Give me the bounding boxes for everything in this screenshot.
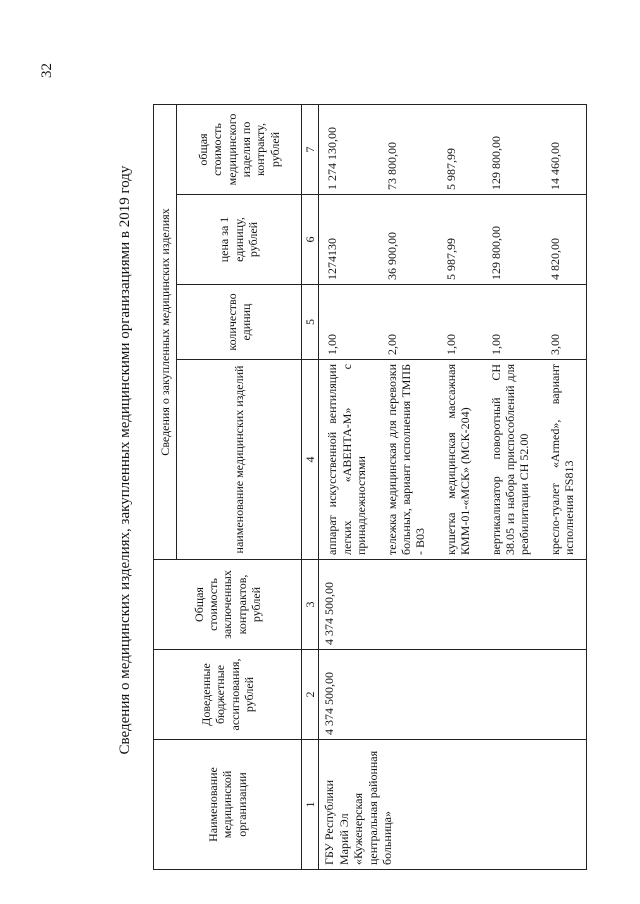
item-name: кушетка медицинская массажная КММ-01-«МСК» (МСК-204) xyxy=(438,360,483,560)
item-quantity: 3,00 xyxy=(542,285,587,360)
header-unit-price: цена за 1 единицу, рублей xyxy=(177,195,302,285)
item-quantity: 1,00 xyxy=(483,285,542,360)
item-name: кресло-туалет «Armed», вариант исполнения FS813 xyxy=(542,360,587,560)
header-contracts-total: Общая стоимость заключенных контрактов, рублей xyxy=(154,560,302,650)
column-number: 1 xyxy=(302,740,319,870)
org-allocations: 4 374 500,00 xyxy=(319,650,587,740)
item-total: 1 274 130,00 xyxy=(319,105,379,195)
header-group: Сведения о закупленных медицинских изделиях xyxy=(154,105,177,560)
item-unit-price: 129 800,00 xyxy=(483,195,542,285)
item-total: 129 800,00 xyxy=(483,105,542,195)
header-quantity: количество единиц xyxy=(177,285,302,360)
header-item-name: наименование медицинских изделий xyxy=(177,360,302,560)
item-name: вертикализатор поворотный СН 38.05 из набора приспособлений для реабилитации СН 52.00 xyxy=(483,360,542,560)
page-number: 32 xyxy=(39,63,55,78)
org-name: ГБУ Республики Марий Эл «Куженерская центральная районная больница» xyxy=(319,740,587,870)
column-number: 5 xyxy=(302,285,319,360)
header-row-1 xyxy=(154,105,177,870)
item-name: аппарат искусственной вентиляции легких «АВЕНТА-М» с принадлежностями xyxy=(319,360,379,560)
medical-items-table xyxy=(153,104,587,870)
item-total: 73 800,00 xyxy=(379,105,438,195)
table-row xyxy=(319,105,379,870)
rotated-page xyxy=(105,20,585,900)
header-item-total: общая стоимость медицинского изделия по контракту, рублей xyxy=(177,105,302,195)
item-total: 14 460,00 xyxy=(542,105,587,195)
item-quantity: 1,00 xyxy=(319,285,379,360)
item-unit-price: 1274130 xyxy=(319,195,379,285)
item-unit-price: 5 987,99 xyxy=(438,195,483,285)
column-number: 3 xyxy=(302,560,319,650)
column-number-row xyxy=(302,105,319,870)
item-quantity: 1,00 xyxy=(438,285,483,360)
item-name: тележка медицинская для перевозки больных, вариант исполнения ТМПБ - В03 xyxy=(379,360,438,560)
item-total: 5 987,99 xyxy=(438,105,483,195)
item-unit-price: 4 820,00 xyxy=(542,195,587,285)
item-quantity: 2,00 xyxy=(379,285,438,360)
header-allocations: Доведенные бюджетные ассигнования, рублей xyxy=(154,650,302,740)
column-number: 4 xyxy=(302,360,319,560)
item-unit-price: 36 900,00 xyxy=(379,195,438,285)
org-contracts-total: 4 374 500,00 xyxy=(319,560,587,650)
column-number: 2 xyxy=(302,650,319,740)
header-org: Наименование медицинской организации xyxy=(154,740,302,870)
document-title: Сведения о медицинских изделиях, закупленных медицинскими организациями в 2019 году xyxy=(117,165,133,755)
column-number: 6 xyxy=(302,195,319,285)
column-number: 7 xyxy=(302,105,319,195)
